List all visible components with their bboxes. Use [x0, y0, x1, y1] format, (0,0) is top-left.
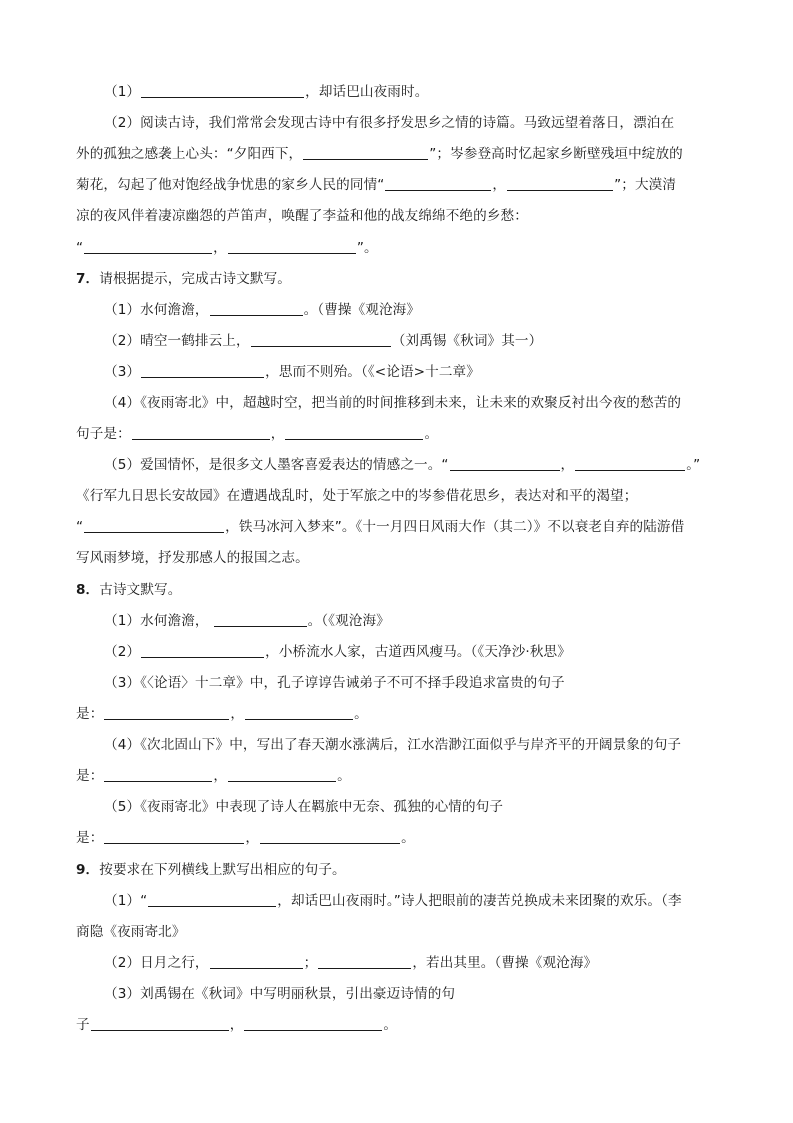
q7-item-5-line-1 — [104, 455, 700, 475]
text: ，若出其里。（曹操《观沧海》 — [412, 955, 598, 971]
text: （1）水何澹澹， — [104, 613, 209, 629]
fill-blank[interactable] — [385, 189, 491, 191]
text: ”。 — [356, 240, 378, 256]
question-number: 7． — [76, 271, 100, 287]
text: （4）《夜雨寄北》中，超越时空，把当前的时间推移到未来，让未来的欢聚反衬出今夜的愁苦的 — [104, 395, 682, 411]
fill-blank[interactable] — [214, 625, 307, 627]
fill-blank[interactable] — [575, 469, 685, 471]
text: ， — [270, 426, 285, 442]
text: （5）爱国情怀，是很多文人墨客喜爱表达的情感之一。“ — [104, 457, 449, 473]
text: ， — [560, 457, 575, 473]
q8-item-5-line-1 — [104, 797, 503, 817]
q9-heading — [76, 860, 346, 880]
text: 菊花，勾起了他对饱经战争忧患的家乡人民的同情“ — [76, 177, 385, 193]
fill-blank[interactable] — [210, 314, 303, 316]
fill-blank[interactable] — [228, 252, 356, 254]
fill-blank[interactable] — [318, 967, 411, 969]
question-number: 9． — [76, 862, 100, 878]
text: 是： — [76, 706, 104, 722]
fill-blank[interactable] — [507, 189, 613, 191]
text: 是： — [76, 768, 104, 784]
q9-item-3-line-2 — [76, 1015, 397, 1035]
fill-blank[interactable] — [141, 656, 264, 658]
text: 。 — [383, 1017, 398, 1033]
fill-blank[interactable] — [91, 1029, 229, 1031]
q6-part2-line-3 — [76, 175, 676, 195]
q9-item-3-line-1 — [104, 984, 455, 1004]
text: 凉的夜风伴着凄凉幽怨的芦笛声，唤醒了李益和他的战友绵绵不绝的乡愁： — [76, 208, 528, 224]
q7-item-4-line-1 — [104, 393, 681, 413]
text: ， — [230, 706, 245, 722]
text: （3）《〈论语〉十二章》中，孔子谆谆告诫弟子不可不择手段追求富贵的句子 — [104, 675, 565, 691]
fill-blank[interactable] — [285, 438, 423, 440]
fill-blank[interactable] — [132, 438, 270, 440]
text: 子 — [76, 1017, 90, 1033]
fill-blank[interactable] — [228, 780, 336, 782]
text: 。” — [686, 457, 701, 473]
text: ”；大漠清 — [614, 177, 677, 193]
fill-blank[interactable] — [104, 718, 229, 720]
q6-part1-line — [104, 82, 428, 102]
question-prompt: 古诗文默写。 — [99, 582, 182, 598]
fill-blank[interactable] — [303, 158, 428, 160]
q6-part2-line-4 — [76, 206, 528, 226]
text: （1）水何澹澹， — [104, 302, 209, 318]
text: 。（曹操《观沧海》 — [303, 302, 421, 318]
q7-item-4-line-2 — [76, 424, 438, 444]
fill-blank[interactable] — [141, 96, 304, 98]
q6-part2-line-2 — [76, 144, 683, 164]
q7-heading — [76, 269, 291, 289]
fill-blank[interactable] — [450, 469, 560, 471]
fill-blank[interactable] — [251, 345, 391, 347]
text: ， — [245, 830, 260, 846]
q8-item-4-line-1 — [104, 735, 681, 755]
q8-item-3-line-2 — [76, 704, 368, 724]
text: “ — [76, 519, 84, 535]
text: （2） — [104, 644, 141, 660]
text: ，小桥流水人家，古道西风瘦马。（《天净沙·秋思》 — [265, 644, 571, 660]
text: ，却话巴山夜雨时。 — [305, 84, 429, 100]
question-prompt: 请根据提示，完成古诗文默写。 — [99, 271, 291, 287]
text: ； — [303, 955, 318, 971]
text: （2）日月之行， — [104, 955, 209, 971]
fill-blank[interactable] — [244, 1029, 382, 1031]
q8-item-5-line-2 — [76, 828, 415, 848]
text: （刘禹锡《秋词》其一） — [391, 333, 543, 349]
q7-item-1 — [104, 300, 420, 320]
q8-heading — [76, 580, 181, 600]
fill-blank[interactable] — [84, 252, 212, 254]
q9-item-2 — [104, 953, 597, 973]
text: （2）晴空一鹤排云上， — [104, 333, 250, 349]
text: ，思而不则殆。（《<论语>十二章》 — [265, 364, 480, 380]
text: （3）刘禹锡在《秋词》中写明丽秋景，引出豪迈诗情的句 — [104, 986, 456, 1002]
text: ，却话巴山夜雨时。”诗人把眼前的凄苦兑换成未来团聚的欢乐。（李 — [277, 893, 682, 909]
text: 。 — [424, 426, 439, 442]
text: 外的孤独之感袭上心头：“夕阳西下， — [76, 146, 303, 162]
text: 《行军九日思长安故园》在遭遇战乱时，处于军旅之中的岑参借花思乡，表达对和平的渴望； — [76, 488, 638, 504]
fill-blank[interactable] — [104, 842, 244, 844]
fill-blank[interactable] — [245, 718, 353, 720]
text: ，铁马冰河入梦来”。《十一月四日风雨大作（其二）》不以衰老自弃的陆游借 — [225, 519, 685, 535]
text: ， — [213, 240, 227, 256]
text: 。 — [401, 830, 415, 846]
q7-item-3 — [104, 362, 480, 382]
q8-item-3-line-1 — [104, 673, 565, 693]
text: ， — [213, 768, 228, 784]
fill-blank[interactable] — [260, 842, 400, 844]
q6-part2-line-1 — [104, 113, 674, 133]
text: （2）阅读古诗，我们常常会发现古诗中有很多抒发思乡之情的诗篇。马致远望着落日，漂泊在 — [104, 115, 675, 131]
text: 写风雨梦境，抒发那感人的报国之志。 — [76, 550, 309, 566]
text: （1） — [104, 84, 141, 100]
text: ”；岑参登高时忆起家乡断壁残垣中绽放的 — [429, 146, 683, 162]
fill-blank[interactable] — [210, 967, 303, 969]
text: 。 — [337, 768, 351, 784]
text: （1）“ — [104, 893, 148, 909]
q9-item-1-line-2 — [76, 922, 186, 942]
fill-blank[interactable] — [141, 376, 264, 378]
q8-item-4-line-2 — [76, 766, 351, 786]
fill-blank[interactable] — [104, 780, 212, 782]
text: 句子是： — [76, 426, 131, 442]
text: ， — [229, 1017, 244, 1033]
question-number: 8． — [76, 582, 100, 598]
text: （3） — [104, 364, 141, 380]
q7-item-5-line-4 — [76, 548, 309, 568]
q6-part2-line-5 — [76, 238, 378, 258]
text: 。（《观沧海》 — [307, 613, 390, 629]
text: 商隐《夜雨寄北》 — [76, 924, 186, 940]
text: 。 — [354, 706, 368, 722]
q9-item-1-line-1 — [104, 891, 682, 911]
text: 是： — [76, 830, 104, 846]
q7-item-5-line-3 — [76, 517, 684, 537]
text: ， — [492, 177, 507, 193]
q8-item-2 — [104, 642, 571, 662]
fill-blank[interactable] — [148, 905, 276, 907]
q7-item-2 — [104, 331, 542, 351]
question-prompt: 按要求在下列横线上默写出相应的句子。 — [99, 862, 346, 878]
q7-item-5-line-2 — [76, 486, 637, 506]
fill-blank[interactable] — [84, 531, 224, 533]
text: （4）《次北固山下》中，写出了春天潮水涨满后，江水浩渺江面似乎与岸齐平的开阔景象的句子 — [104, 737, 682, 753]
text: （5）《夜雨寄北》中表现了诗人在羁旅中无奈、孤独的心情的句子 — [104, 799, 504, 815]
text: “ — [76, 240, 84, 256]
q8-item-1 — [104, 611, 390, 631]
